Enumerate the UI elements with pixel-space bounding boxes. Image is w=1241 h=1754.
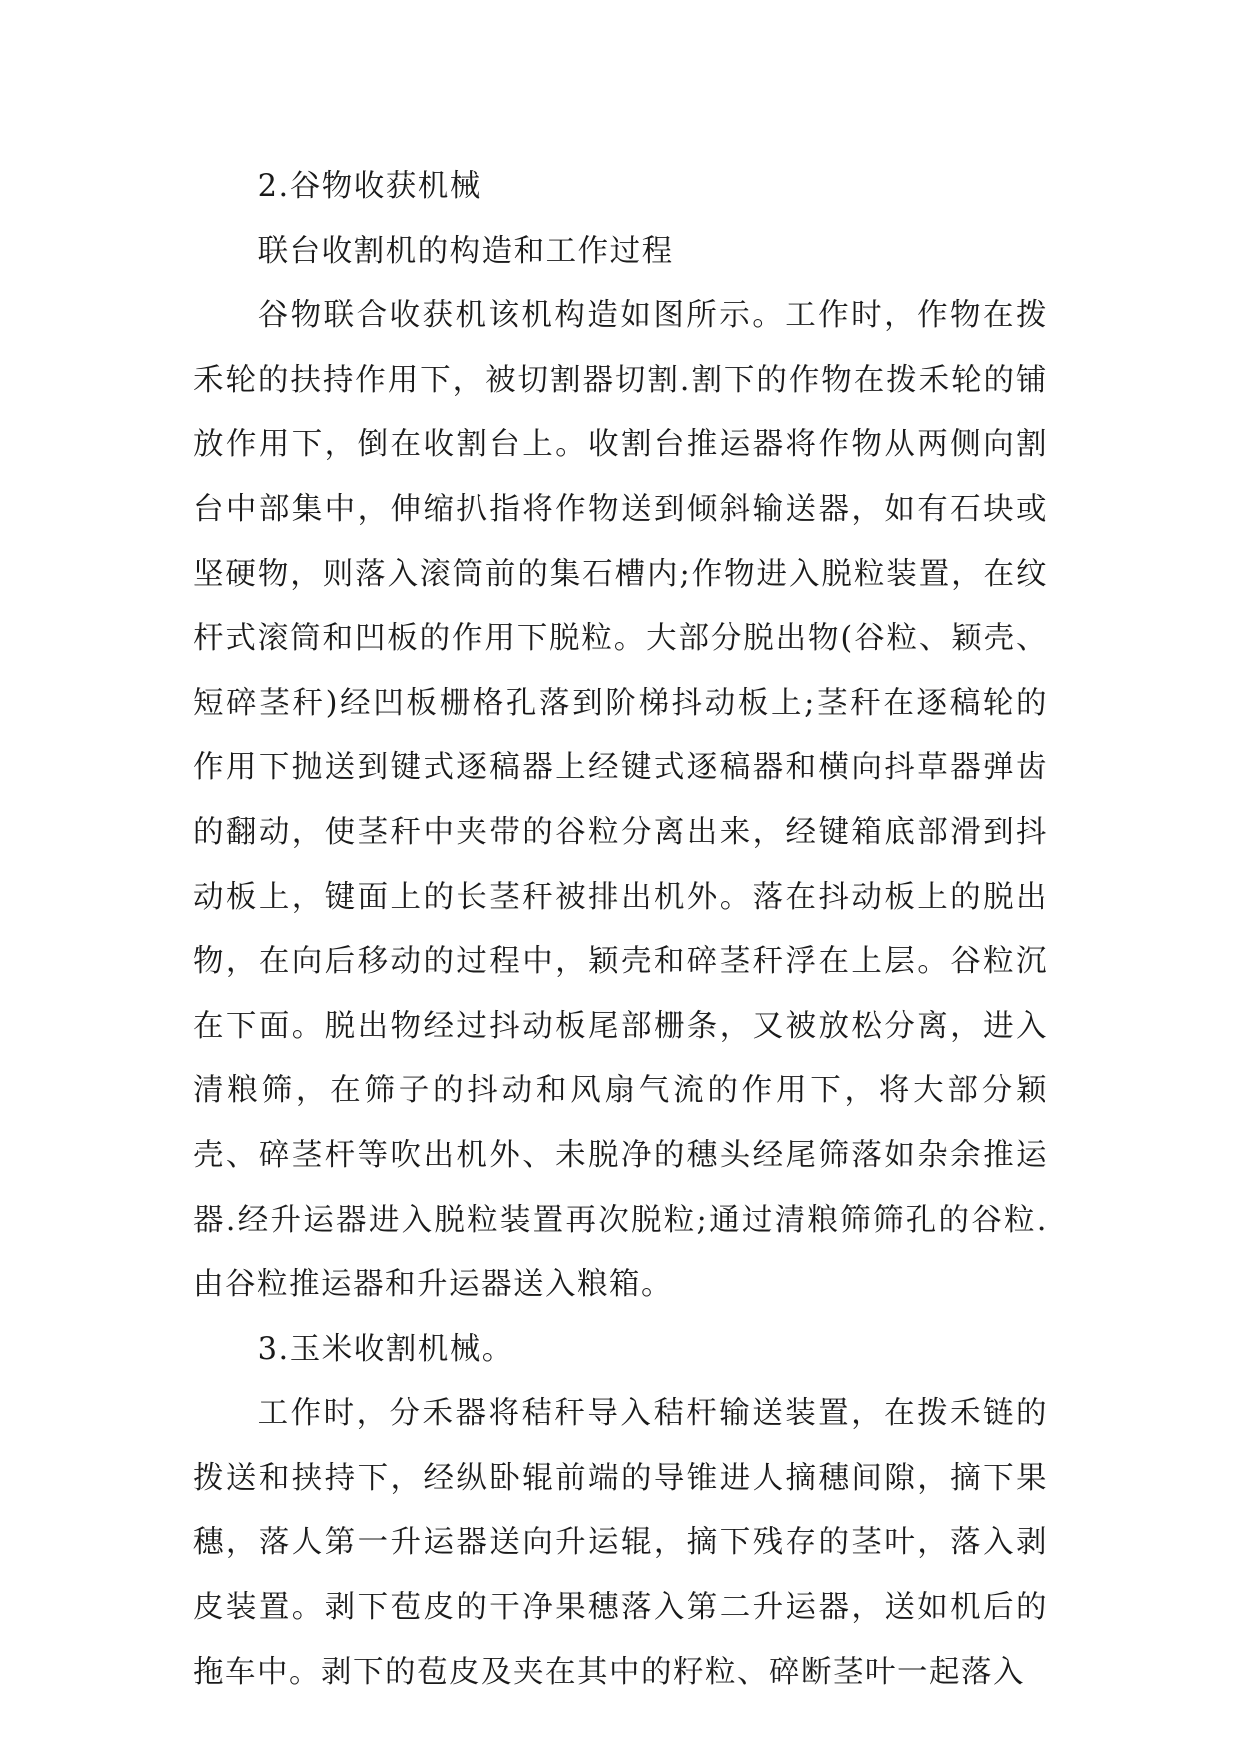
section-heading-corn-harvest: 3.玉米收割机械。 xyxy=(257,1331,514,1367)
section-heading-grain-harvest: 2.谷物收获机械 xyxy=(257,169,482,204)
body-paragraph-corn-process: 工作时，分禾器将秸秆导入秸杆输送装置，在拨禾链的拨送和挟持下，经纵卧辊前端的导锥进人摘穗间隙，摘下果穗，落人第一升运器送向升运辊，摘下残存的茎叶，落入剥皮装置。剥下苞皮的干净果穗落入第二升运器，送如机后的拖车中。剥下的苞皮及夹在其中的籽粒、碎断茎叶一起落入 xyxy=(193,1396,1048,1690)
body-paragraph-combine-process: 谷物联合收获机该机构造如图所示。工作时，作物在拨禾轮的扶持作用下，被切割器切割.割下的作物在拨禾轮的铺放作用下，倒在收割台上。收割台推运器将作物从两侧向割台中部集中，伸缩扒指将作物送到倾斜输送器，如有石块或坚硬物，则落入滚筒前的集石槽内;作物进入脱粒装置，在纹杆式滚筒和凹板的作用下脱粒。大部分脱出物(谷粒、颖壳、短碎茎秆)经凹板栅格孔落到阶梯抖动板上;茎秆在逐稿轮的作用下抛送到键式逐稿器上经键式逐稿器和横向抖草器弹齿的翻动，使茎秆中夹带的谷粒分离出来，经键箱底部滑到抖动板上，键面上的长茎秆被排出机外。落在抖动板上的脱出物，在向后移动的过程中，颖壳和碎茎秆浮在上层。谷粒沉在下面。脱出物经过抖动板尾部栅条，又被放松分离，进入清粮筛，在筛子的抖动和风扇气流的作用下，将大部分颖壳、碎茎杆等吹出机外、未脱净的穗头经尾筛落如杂余推运器.经升运器进入脱粒装置再次脱粒;通过清粮筛筛孔的谷粒.由谷粒推运器和升运器送入粮箱。 xyxy=(193,298,1048,1303)
subsection-heading-combine: 联台收割机的构造和工作过程 xyxy=(257,233,674,269)
document-body xyxy=(193,155,1048,1705)
